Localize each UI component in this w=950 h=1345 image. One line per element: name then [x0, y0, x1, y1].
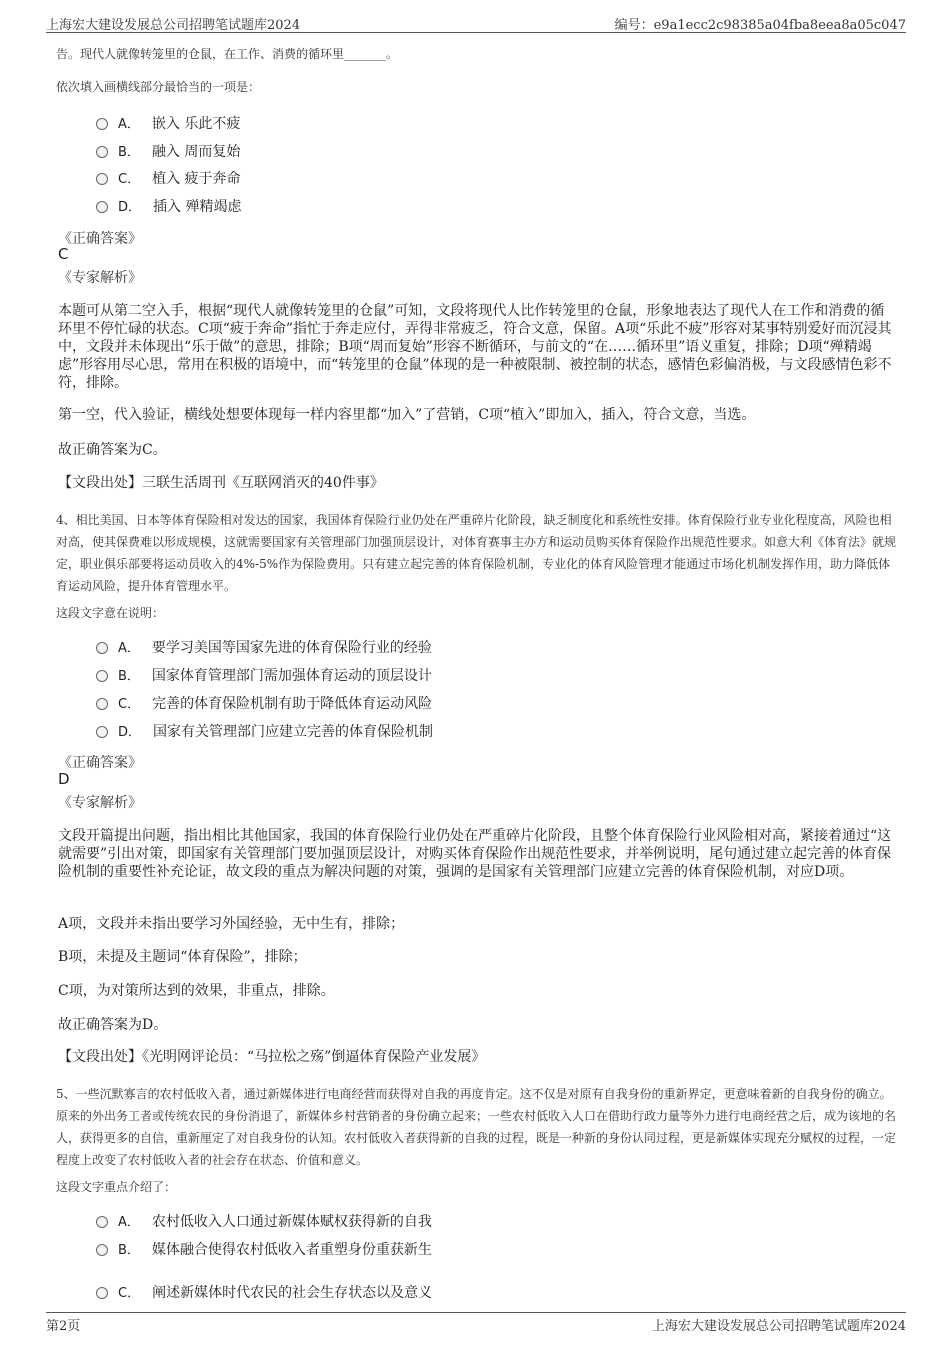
- q3-analysis-label: 《专家解析》: [58, 270, 142, 286]
- q3-option-c[interactable]: C． 植入 疲于奔命: [96, 169, 241, 190]
- q4-conclusion: 故正确答案为D。: [58, 1017, 168, 1033]
- q4-option-c[interactable]: C． 完善的体育保险机制有助于降低体育运动风险: [96, 694, 432, 715]
- q4-analysis-option-b: B项，未提及主题词“体育保险”，排除；: [58, 949, 307, 965]
- q4-analysis-option-c: C项，为对策所达到的效果，非重点，排除。: [58, 983, 335, 999]
- q3-prompt: 依次填入画横线部分最恰当的一项是：: [56, 80, 261, 94]
- radio-icon[interactable]: [96, 1244, 108, 1256]
- page-footer: [46, 1312, 906, 1333]
- radio-icon[interactable]: [96, 1287, 108, 1299]
- q3-stem-tail: 告。现代人就像转笼里的仓鼠，在工作、消费的循环里_______。: [56, 47, 399, 61]
- radio-icon[interactable]: [96, 173, 108, 185]
- header-doc-id: 编号：e9a1ecc2c98385a04fba8eea8a05c047: [614, 18, 906, 33]
- q3-conclusion: 故正确答案为C。: [58, 442, 167, 458]
- page-number: 第2页: [46, 1319, 81, 1334]
- radio-icon[interactable]: [96, 642, 108, 654]
- page-header: [46, 12, 906, 33]
- radio-icon[interactable]: [96, 726, 108, 738]
- radio-icon[interactable]: [96, 146, 108, 158]
- radio-icon[interactable]: [96, 698, 108, 710]
- q5-option-c[interactable]: C． 阐述新媒体时代农民的社会生存状态以及意义: [96, 1283, 432, 1304]
- q3-option-b[interactable]: B． 融入 周而复始: [96, 142, 240, 163]
- q4-prompt: 这段文字意在说明：: [56, 606, 165, 620]
- q3-option-d[interactable]: D． 插入 殚精竭虑: [96, 197, 241, 218]
- q5-option-a[interactable]: A． 农村低收入人口通过新媒体赋权获得新的自我: [96, 1212, 432, 1233]
- q5-option-b[interactable]: B． 媒体融合使得农村低收入者重塑身份重获新生: [96, 1240, 432, 1261]
- radio-icon[interactable]: [96, 118, 108, 130]
- q3-analysis-paragraph: 第一空，代入验证，横线处想要体现每一样内容里都“加入”了营销，C项“植入”即加入，插入，符合文意，当选。: [58, 407, 756, 423]
- q3-analysis-paragraph: 本题可从第二空入手，根据“现代人就像转笼里的仓鼠”可知，文段将现代人比作转笼里的仓鼠，形象地表达了现代人在工作和消费的循环里不停忙碌的状态。C项“疲于奔命”指忙于奔走应付，弄得非常疲乏，符合文意，保留。A项“乐此不疲”形容对某事特别爱好而沉浸其中，文段并未体现出“乐于做”的意思，排除；B项“周而复始”形容不断循环，与前文的“在……循环里”语义重复，排除；D项“殚精竭虑”形容用尽心思，常用在积极的语境中，而“转笼里的仓鼠”体现的是一种被限制、被控制的状态，感情色彩偏消极，与文段感情色彩不符，排除。: [58, 303, 892, 391]
- q3-option-a[interactable]: A． 嵌入 乐此不疲: [96, 114, 240, 135]
- radio-icon[interactable]: [96, 670, 108, 682]
- q4-option-a[interactable]: A． 要学习美国等国家先进的体育保险行业的经验: [96, 638, 432, 659]
- footer-doc-title: 上海宏大建设发展总公司招聘笔试题库2024: [651, 1319, 906, 1334]
- q4-option-d[interactable]: D． 国家有关管理部门应建立完善的体育保险机制: [96, 722, 433, 743]
- q3-answer: C: [58, 245, 69, 263]
- header-doc-title: 上海宏大建设发展总公司招聘笔试题库2024: [46, 18, 301, 33]
- radio-icon[interactable]: [96, 1216, 108, 1228]
- q5-stem: 5、一些沉默寡言的农村低收入者，通过新媒体进行电商经营而获得对自我的再度肯定。这不仅是对原有自我身份的重新界定，更意味着新的自我身份的确立。原来的外出务工者或传统农民的身份消退了，新媒体乡村营销者的身份确立起来；一些农村低收入人口在借助行政力量等外力进行电商经营之后，成为该地的名人，获得更多的自信，重新厘定了对自我身份的认知。农村低收入者获得新的自我的过程，既是一种新的身份认同过程，更是新媒体实现充分赋权的过程，一定程度上改变了农村低收入者的社会存在状态、价值和意义。: [56, 1087, 897, 1167]
- q4-option-b[interactable]: B． 国家体育管理部门需加强体育运动的顶层设计: [96, 666, 432, 687]
- q4-analysis-label: 《专家解析》: [58, 795, 142, 811]
- q4-answer: D: [58, 770, 70, 788]
- q4-analysis-option-a: A项，文段并未指出要学习外国经验，无中生有，排除；: [58, 916, 405, 932]
- q3-source: 【文段出处】三联生活周刊《互联网消灭的40件事》: [58, 475, 384, 491]
- q4-analysis-paragraph: 文段开篇提出问题，指出相比其他国家，我国的体育保险行业仍处在严重碎片化阶段，且整个体育保险行业风险相对高，紧接着通过“这就需要”引出对策，即国家有关管理部门要加强顶层设计，对购买体育保险作出规范性要求，并举例说明，尾句通过建立起完善的体育保险机制的重要性补充论证，故文段的重点为解决问题的对策，强调的是国家有关管理部门应建立完善的体育保险机制，对应D项。: [58, 828, 892, 880]
- q5-prompt: 这段文字重点介绍了：: [56, 1180, 177, 1194]
- q4-answer-label: 《正确答案》: [58, 755, 142, 771]
- radio-icon[interactable]: [96, 201, 108, 213]
- q4-source: 【文段出处】《光明网评论员：“马拉松之殇”倒逼体育保险产业发展》: [58, 1049, 486, 1065]
- q4-stem: 4、相比美国、日本等体育保险相对发达的国家，我国体育保险行业仍处在严重碎片化阶段，缺乏制度化和系统性安排。体育保险行业专业化程度高，风险也相对高，使其保费难以形成规模，这就需要国家有关管理部门加强顶层设计，对体育赛事主办方和运动员购买体育保险作出规范性要求。如意大利《体育法》就规定，职业俱乐部要将运动员收入的4%-5%作为保险费用。只有建立起完善的体育保险机制，专业化的体育风险管理才能通过市场化机制发挥作用，助力降低体育运动风险，提升体育管理水平。: [56, 513, 897, 593]
- q3-answer-label: 《正确答案》: [58, 231, 142, 247]
